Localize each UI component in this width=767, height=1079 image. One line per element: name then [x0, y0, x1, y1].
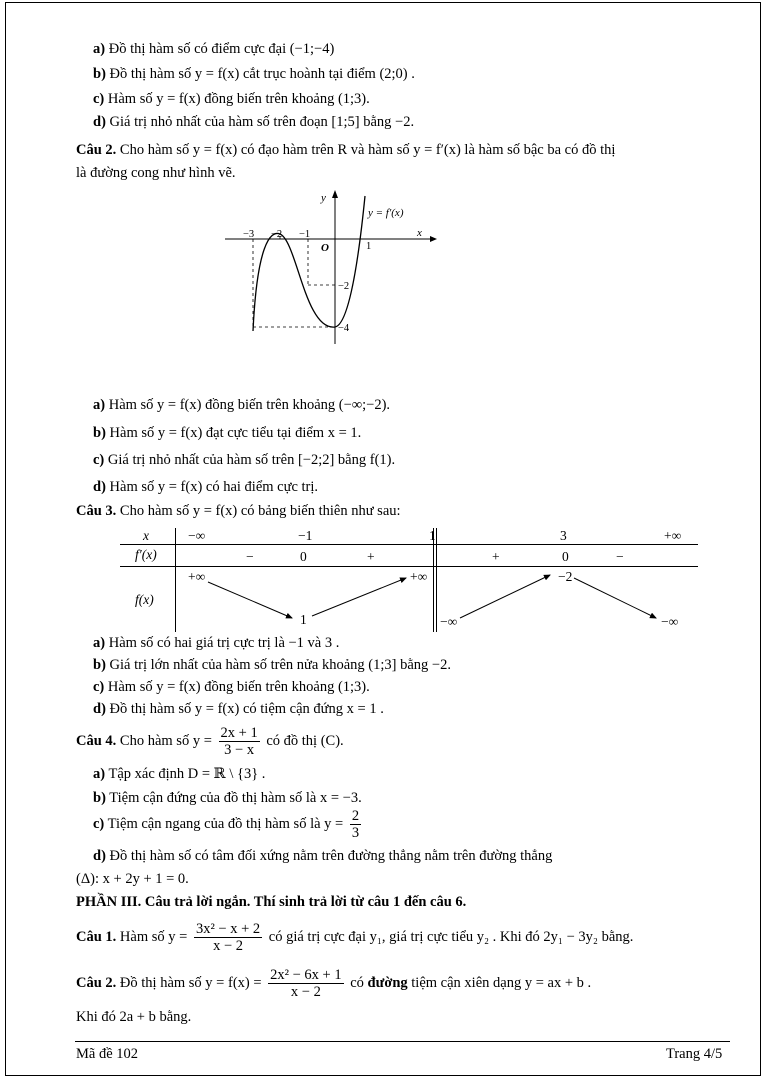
- fprime-curve: [253, 196, 365, 331]
- q2-item-a: a) Hàm số y = f(x) đồng biến trên khoảng (−∞;−2).: [93, 397, 391, 413]
- x-axis-arrow-icon: [430, 236, 437, 242]
- graph-x-tick: −3: [243, 229, 255, 240]
- q4c-fraction: $\frac{2}{3}$: [351, 808, 360, 842]
- q2-item-b: b) Hàm số y = f(x) đạt cực tiểu tại điểm x = 1.: [93, 425, 362, 441]
- arrow-icon: [208, 582, 292, 618]
- table-f-val: 1: [300, 612, 307, 627]
- table-f-val: −∞: [440, 614, 458, 629]
- q4-stem: Câu 4. Cho hàm số y = $\frac{2x + 1}{3 - x}$ có đồ thị (C).: [76, 725, 344, 759]
- q1-item-d: d) Giá trị nhỏ nhất của hàm số trên đoạn [1;5] bằng −2.: [93, 114, 415, 130]
- table-fp-sign: 0: [562, 549, 569, 564]
- graph-y-tick: −4: [338, 323, 350, 334]
- q3-item-c: c) Hàm số y = f(x) đồng biến trên khoảng (1;3).: [93, 679, 370, 695]
- q4-item-a: a) Tập xác định D = ℝ \ {3} .: [93, 766, 266, 782]
- part3-q1-fraction: $\frac{\text{3x² − x + 2}}{x - 2}$: [195, 921, 261, 955]
- graph-curve-label: y = f′(x): [368, 207, 404, 219]
- arrow-icon: [460, 575, 550, 618]
- table-x-val: 3: [560, 528, 567, 543]
- variation-table: [120, 528, 698, 632]
- q3-item-a: a) Hàm số có hai giá trị cực trị là −1 và 3 .: [93, 635, 340, 651]
- table-f-val: +∞: [410, 569, 428, 584]
- table-x-val: +∞: [664, 528, 682, 543]
- graph-origin-label: O: [321, 242, 329, 254]
- q4-item-d: d) Đồ thị hàm số có tâm đối xứng nằm trên đường thẳng nằm trên đường thẳng: [93, 848, 553, 864]
- q4-item-b: b) Tiệm cận đứng của đồ thị hàm số là x = −3.: [93, 790, 362, 806]
- q3-stem: Câu 3. Cho hàm số y = f(x) có bảng biến thiên như sau:: [76, 503, 401, 519]
- arrow-icon: [312, 578, 406, 616]
- graph-x-tick: 1: [366, 241, 372, 252]
- table-arrows: [120, 528, 698, 632]
- part3-q2-line2: Khi đó 2a + b bằng.: [76, 1009, 192, 1025]
- table-f-val: −2: [558, 569, 573, 584]
- table-x-header: x: [143, 528, 149, 543]
- graph-x-tick: −2: [271, 229, 283, 240]
- q2-item-d: d) Hàm số y = f(x) có hai điểm cực trị.: [93, 479, 319, 495]
- graph-y-tick: −2: [338, 281, 350, 292]
- q2-stem: Câu 2. Cho hàm số y = f(x) có đạo hàm trên R và hàm số y = f′(x) là hàm số bậc ba có đồ thị: [76, 142, 616, 158]
- table-fp-sign: −: [246, 549, 254, 564]
- table-x-val: 1: [429, 528, 436, 543]
- exam-code: Mã đề 102: [76, 1046, 139, 1062]
- table-fp-sign: −: [616, 549, 624, 564]
- part3-heading: PHẦN III. Câu trả lời ngắn. Thí sinh trả lời từ câu 1 đến câu 6.: [76, 894, 467, 910]
- q4-item-c: c) Tiệm cận ngang của đồ thị hàm số là y = $\frac{2}{3}$: [93, 808, 360, 842]
- table-f-val: −∞: [661, 614, 679, 629]
- q1-item-b: b) Đồ thị hàm số y = f(x) cắt trục hoành tại điểm (2;0) .: [93, 66, 415, 82]
- q3-item-d: d) Đồ thị hàm số y = f(x) có tiệm cận đứng x = 1 .: [93, 701, 384, 717]
- q2-item-c: c) Giá trị nhỏ nhất của hàm số trên [−2;2] bằng f(1).: [93, 452, 396, 468]
- q4-item-d-line2: (Δ): x + 2y + 1 = 0.: [76, 871, 189, 887]
- graph-x-label: x: [417, 227, 422, 239]
- part3-q2: Câu 2. Đồ thị hàm số y = f(x) = $\frac{\text{2x² − 6x + 1}}{x - 2}$ có đường tiệm cận xiên dạng y = ax + b .: [76, 967, 592, 1001]
- graph-y-label: y: [321, 192, 326, 204]
- graph-x-tick: −1: [299, 229, 311, 240]
- q2-derivative-graph: [225, 186, 440, 346]
- page-number: Trang 4/5: [666, 1046, 723, 1062]
- q1-item-c: c) Hàm số y = f(x) đồng biến trên khoảng (1;3).: [93, 91, 370, 107]
- arrow-icon: [574, 578, 656, 618]
- table-f-header: f(x): [135, 592, 154, 607]
- table-fp-sign: +: [367, 549, 375, 564]
- q1-item-a: a) Đồ thị hàm số có điểm cực đại (−1;−4): [93, 41, 335, 57]
- part3-q1: Câu 1. Hàm số y = $\frac{\text{3x² − x + 2}}{x - 2}$ có giá trị cực đại y₁, giá trị cực tiểu y₂ . Khi đó 2y₁ − 3y₂ bằng.: [76, 921, 634, 955]
- table-x-val: −∞: [188, 528, 206, 543]
- table-f-val: +∞: [188, 569, 206, 584]
- footer-divider: [75, 1041, 730, 1042]
- table-fp-header: f′(x): [135, 547, 157, 562]
- y-axis-arrow-icon: [332, 190, 338, 198]
- table-x-val: −1: [298, 528, 313, 543]
- q4-fraction: $\frac{2x + 1}{3 - x}$: [220, 725, 258, 759]
- q2-stem-line2: là đường cong như hình vẽ.: [76, 165, 236, 181]
- table-fp-sign: 0: [300, 549, 307, 564]
- part3-q2-fraction: $\frac{\text{2x² − 6x + 1}}{x - 2}$: [270, 967, 342, 1001]
- table-fp-sign: +: [492, 549, 500, 564]
- q3-item-b: b) Giá trị lớn nhất của hàm số trên nửa khoảng (1;3] bằng −2.: [93, 657, 451, 673]
